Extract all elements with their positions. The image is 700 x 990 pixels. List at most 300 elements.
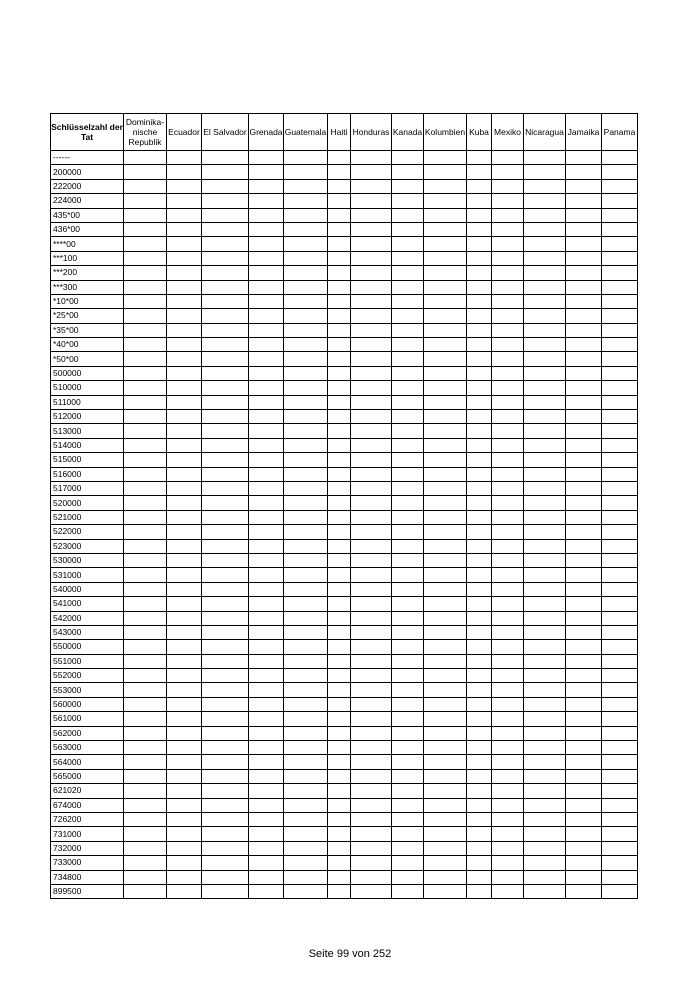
empty-cell xyxy=(524,294,566,308)
empty-cell xyxy=(328,208,351,222)
empty-cell xyxy=(392,510,424,524)
empty-cell xyxy=(467,251,492,265)
empty-cell xyxy=(424,165,467,179)
empty-cell xyxy=(602,395,638,409)
empty-cell xyxy=(202,237,249,251)
empty-cell xyxy=(328,553,351,567)
key-cell: 726200 xyxy=(51,812,124,826)
empty-cell xyxy=(124,467,167,481)
empty-cell xyxy=(492,741,524,755)
table-row xyxy=(51,625,638,639)
key-cell: 560000 xyxy=(51,697,124,711)
key-cell: *25*00 xyxy=(51,309,124,323)
empty-cell xyxy=(524,640,566,654)
empty-cell xyxy=(202,266,249,280)
empty-cell xyxy=(328,338,351,352)
empty-cell xyxy=(492,194,524,208)
empty-cell xyxy=(602,669,638,683)
empty-cell xyxy=(524,467,566,481)
empty-cell xyxy=(167,784,202,798)
empty-cell xyxy=(351,582,392,596)
empty-cell xyxy=(202,179,249,193)
empty-cell xyxy=(492,251,524,265)
empty-cell xyxy=(351,611,392,625)
empty-cell xyxy=(167,438,202,452)
table-row xyxy=(51,841,638,855)
empty-cell xyxy=(424,208,467,222)
empty-cell xyxy=(492,669,524,683)
empty-cell xyxy=(424,553,467,567)
empty-cell xyxy=(424,755,467,769)
empty-cell xyxy=(167,352,202,366)
empty-cell xyxy=(202,726,249,740)
empty-cell xyxy=(467,323,492,337)
empty-cell xyxy=(167,669,202,683)
empty-cell xyxy=(467,568,492,582)
empty-cell xyxy=(328,395,351,409)
empty-cell xyxy=(492,222,524,236)
empty-cell xyxy=(602,194,638,208)
empty-cell xyxy=(124,726,167,740)
empty-cell xyxy=(351,870,392,884)
empty-cell xyxy=(284,381,328,395)
empty-cell xyxy=(351,410,392,424)
empty-cell xyxy=(602,280,638,294)
empty-cell xyxy=(351,769,392,783)
empty-cell xyxy=(524,827,566,841)
empty-cell xyxy=(328,812,351,826)
empty-cell xyxy=(284,366,328,380)
empty-cell xyxy=(424,611,467,625)
empty-cell xyxy=(524,611,566,625)
empty-cell xyxy=(249,280,284,294)
empty-cell xyxy=(249,222,284,236)
empty-cell xyxy=(524,539,566,553)
empty-cell xyxy=(284,870,328,884)
empty-cell xyxy=(284,697,328,711)
empty-cell xyxy=(492,812,524,826)
empty-cell xyxy=(566,338,602,352)
empty-cell xyxy=(124,194,167,208)
empty-cell xyxy=(602,424,638,438)
key-cell: *10*00 xyxy=(51,294,124,308)
empty-cell xyxy=(351,251,392,265)
empty-cell xyxy=(124,654,167,668)
empty-cell xyxy=(351,338,392,352)
empty-cell xyxy=(467,582,492,596)
table-row xyxy=(51,496,638,510)
empty-cell xyxy=(566,870,602,884)
key-cell: 521000 xyxy=(51,510,124,524)
empty-cell xyxy=(566,266,602,280)
empty-cell xyxy=(351,381,392,395)
empty-cell xyxy=(602,568,638,582)
empty-cell xyxy=(424,266,467,280)
empty-cell xyxy=(467,222,492,236)
empty-cell xyxy=(392,323,424,337)
empty-cell xyxy=(202,151,249,165)
empty-cell xyxy=(124,553,167,567)
page-number-footer: Seite 99 von 252 xyxy=(308,948,392,960)
key-cell: 551000 xyxy=(51,654,124,668)
empty-cell xyxy=(351,784,392,798)
empty-cell xyxy=(351,366,392,380)
empty-cell xyxy=(392,683,424,697)
empty-cell xyxy=(328,841,351,855)
country-column-header: Jamaika xyxy=(566,114,602,151)
empty-cell xyxy=(167,769,202,783)
empty-cell xyxy=(202,798,249,812)
empty-cell xyxy=(284,338,328,352)
empty-cell xyxy=(351,266,392,280)
empty-cell xyxy=(602,582,638,596)
empty-cell xyxy=(566,654,602,668)
empty-cell xyxy=(392,568,424,582)
empty-cell xyxy=(328,496,351,510)
empty-cell xyxy=(202,539,249,553)
empty-cell xyxy=(467,294,492,308)
empty-cell xyxy=(392,582,424,596)
empty-cell xyxy=(467,755,492,769)
table-row xyxy=(51,251,638,265)
empty-cell xyxy=(328,755,351,769)
empty-cell xyxy=(328,266,351,280)
empty-cell xyxy=(467,812,492,826)
empty-cell xyxy=(249,827,284,841)
empty-cell xyxy=(284,222,328,236)
empty-cell xyxy=(524,251,566,265)
empty-cell xyxy=(602,697,638,711)
empty-cell xyxy=(566,625,602,639)
empty-cell xyxy=(249,712,284,726)
empty-cell xyxy=(249,611,284,625)
empty-cell xyxy=(124,510,167,524)
empty-cell xyxy=(392,827,424,841)
empty-cell xyxy=(424,366,467,380)
empty-cell xyxy=(124,582,167,596)
empty-cell xyxy=(467,481,492,495)
empty-cell xyxy=(284,640,328,654)
empty-cell xyxy=(284,841,328,855)
empty-cell xyxy=(202,755,249,769)
empty-cell xyxy=(492,611,524,625)
empty-cell xyxy=(524,395,566,409)
empty-cell xyxy=(202,712,249,726)
empty-cell xyxy=(566,366,602,380)
empty-cell xyxy=(492,338,524,352)
key-cell: 540000 xyxy=(51,582,124,596)
empty-cell xyxy=(602,467,638,481)
empty-cell xyxy=(467,467,492,481)
key-cell: 565000 xyxy=(51,769,124,783)
empty-cell xyxy=(524,208,566,222)
empty-cell xyxy=(524,323,566,337)
empty-cell xyxy=(467,726,492,740)
empty-cell xyxy=(524,194,566,208)
empty-cell xyxy=(492,309,524,323)
empty-cell xyxy=(467,712,492,726)
empty-cell xyxy=(392,669,424,683)
empty-cell xyxy=(566,712,602,726)
empty-cell xyxy=(524,179,566,193)
empty-cell xyxy=(566,755,602,769)
empty-cell xyxy=(124,381,167,395)
empty-cell xyxy=(492,510,524,524)
table-row xyxy=(51,640,638,654)
country-column-header: Kuba xyxy=(467,114,492,151)
table-row xyxy=(51,582,638,596)
empty-cell xyxy=(167,237,202,251)
country-column-header: Honduras xyxy=(351,114,392,151)
empty-cell xyxy=(167,597,202,611)
key-cell: 542000 xyxy=(51,611,124,625)
empty-cell xyxy=(284,654,328,668)
table-row xyxy=(51,654,638,668)
empty-cell xyxy=(492,366,524,380)
key-cell: 510000 xyxy=(51,381,124,395)
empty-cell xyxy=(249,467,284,481)
empty-cell xyxy=(167,568,202,582)
empty-cell xyxy=(249,294,284,308)
empty-cell xyxy=(424,712,467,726)
empty-cell xyxy=(467,798,492,812)
empty-cell xyxy=(602,625,638,639)
table-row xyxy=(51,755,638,769)
key-cell: ------ xyxy=(51,151,124,165)
empty-cell xyxy=(566,165,602,179)
empty-cell xyxy=(392,410,424,424)
empty-cell xyxy=(524,510,566,524)
empty-cell xyxy=(124,338,167,352)
empty-cell xyxy=(351,597,392,611)
empty-cell xyxy=(167,309,202,323)
empty-cell xyxy=(424,640,467,654)
empty-cell xyxy=(566,424,602,438)
country-column-header: Kolumbien xyxy=(424,114,467,151)
empty-cell xyxy=(602,870,638,884)
empty-cell xyxy=(602,453,638,467)
empty-cell xyxy=(602,841,638,855)
empty-cell xyxy=(249,438,284,452)
empty-cell xyxy=(424,424,467,438)
empty-cell xyxy=(249,870,284,884)
empty-cell xyxy=(284,755,328,769)
empty-cell xyxy=(602,884,638,898)
empty-cell xyxy=(167,625,202,639)
empty-cell xyxy=(566,597,602,611)
empty-cell xyxy=(392,251,424,265)
empty-cell xyxy=(202,827,249,841)
empty-cell xyxy=(424,410,467,424)
empty-cell xyxy=(202,683,249,697)
empty-cell xyxy=(392,611,424,625)
empty-cell xyxy=(524,870,566,884)
empty-cell xyxy=(351,222,392,236)
empty-cell xyxy=(524,237,566,251)
empty-cell xyxy=(249,194,284,208)
table-row xyxy=(51,151,638,165)
empty-cell xyxy=(167,697,202,711)
empty-cell xyxy=(328,381,351,395)
empty-cell xyxy=(167,841,202,855)
empty-cell xyxy=(524,553,566,567)
empty-cell xyxy=(424,251,467,265)
empty-cell xyxy=(524,755,566,769)
empty-cell xyxy=(328,640,351,654)
empty-cell xyxy=(392,467,424,481)
empty-cell xyxy=(392,525,424,539)
empty-cell xyxy=(124,683,167,697)
empty-cell xyxy=(249,553,284,567)
empty-cell xyxy=(202,481,249,495)
empty-cell xyxy=(249,510,284,524)
empty-cell xyxy=(249,366,284,380)
empty-cell xyxy=(351,812,392,826)
empty-cell xyxy=(424,280,467,294)
table-row xyxy=(51,769,638,783)
empty-cell xyxy=(284,179,328,193)
empty-cell xyxy=(424,309,467,323)
empty-cell xyxy=(284,453,328,467)
table-row xyxy=(51,424,638,438)
empty-cell xyxy=(167,755,202,769)
empty-cell xyxy=(284,496,328,510)
empty-cell xyxy=(602,251,638,265)
table-row xyxy=(51,539,638,553)
empty-cell xyxy=(602,827,638,841)
empty-cell xyxy=(249,625,284,639)
empty-cell xyxy=(492,755,524,769)
empty-cell xyxy=(492,539,524,553)
empty-cell xyxy=(284,539,328,553)
empty-cell xyxy=(524,726,566,740)
empty-cell xyxy=(328,539,351,553)
empty-cell xyxy=(167,539,202,553)
empty-cell xyxy=(284,280,328,294)
empty-cell xyxy=(467,669,492,683)
empty-cell xyxy=(351,294,392,308)
empty-cell xyxy=(524,352,566,366)
empty-cell xyxy=(424,841,467,855)
empty-cell xyxy=(249,251,284,265)
empty-cell xyxy=(566,395,602,409)
empty-cell xyxy=(492,481,524,495)
empty-cell xyxy=(524,410,566,424)
empty-cell xyxy=(392,366,424,380)
empty-cell xyxy=(492,870,524,884)
empty-cell xyxy=(167,208,202,222)
empty-cell xyxy=(328,611,351,625)
empty-cell xyxy=(167,410,202,424)
empty-cell xyxy=(492,712,524,726)
empty-cell xyxy=(249,165,284,179)
table-row xyxy=(51,165,638,179)
empty-cell xyxy=(602,151,638,165)
empty-cell xyxy=(524,438,566,452)
key-column-header: Schlüsselzahl der Tat xyxy=(51,114,124,151)
empty-cell xyxy=(424,338,467,352)
empty-cell xyxy=(124,481,167,495)
table-row xyxy=(51,669,638,683)
key-cell: 731000 xyxy=(51,827,124,841)
empty-cell xyxy=(202,856,249,870)
table-row xyxy=(51,338,638,352)
empty-cell xyxy=(392,712,424,726)
empty-cell xyxy=(467,381,492,395)
empty-cell xyxy=(602,237,638,251)
table-row xyxy=(51,827,638,841)
table-row xyxy=(51,741,638,755)
empty-cell xyxy=(566,812,602,826)
empty-cell xyxy=(328,251,351,265)
empty-cell xyxy=(392,870,424,884)
empty-cell xyxy=(492,294,524,308)
empty-cell xyxy=(392,338,424,352)
empty-cell xyxy=(392,553,424,567)
empty-cell xyxy=(351,553,392,567)
empty-cell xyxy=(467,352,492,366)
empty-cell xyxy=(424,856,467,870)
empty-cell xyxy=(492,438,524,452)
key-cell: 523000 xyxy=(51,539,124,553)
empty-cell xyxy=(249,179,284,193)
empty-cell xyxy=(392,769,424,783)
empty-cell xyxy=(467,856,492,870)
empty-cell xyxy=(284,395,328,409)
key-cell: 511000 xyxy=(51,395,124,409)
empty-cell xyxy=(284,309,328,323)
empty-cell xyxy=(566,697,602,711)
empty-cell xyxy=(602,438,638,452)
empty-cell xyxy=(167,194,202,208)
empty-cell xyxy=(467,625,492,639)
empty-cell xyxy=(566,525,602,539)
empty-cell xyxy=(492,395,524,409)
empty-cell xyxy=(124,841,167,855)
empty-cell xyxy=(392,280,424,294)
empty-cell xyxy=(124,827,167,841)
empty-cell xyxy=(124,741,167,755)
empty-cell xyxy=(284,784,328,798)
key-cell: 562000 xyxy=(51,726,124,740)
key-cell: 732000 xyxy=(51,841,124,855)
empty-cell xyxy=(249,266,284,280)
empty-cell xyxy=(249,525,284,539)
empty-cell xyxy=(392,640,424,654)
crime-key-country-table xyxy=(50,113,638,899)
country-column-header: Kanada xyxy=(392,114,424,151)
empty-cell xyxy=(167,683,202,697)
empty-cell xyxy=(424,597,467,611)
empty-cell xyxy=(424,481,467,495)
empty-cell xyxy=(167,812,202,826)
empty-cell xyxy=(467,165,492,179)
table-row xyxy=(51,597,638,611)
empty-cell xyxy=(249,683,284,697)
empty-cell xyxy=(602,165,638,179)
empty-cell xyxy=(202,496,249,510)
empty-cell xyxy=(284,582,328,596)
empty-cell xyxy=(392,352,424,366)
empty-cell xyxy=(524,798,566,812)
empty-cell xyxy=(351,323,392,337)
empty-cell xyxy=(202,640,249,654)
empty-cell xyxy=(351,625,392,639)
empty-cell xyxy=(124,625,167,639)
table-row xyxy=(51,222,638,236)
empty-cell xyxy=(602,654,638,668)
empty-cell xyxy=(249,654,284,668)
